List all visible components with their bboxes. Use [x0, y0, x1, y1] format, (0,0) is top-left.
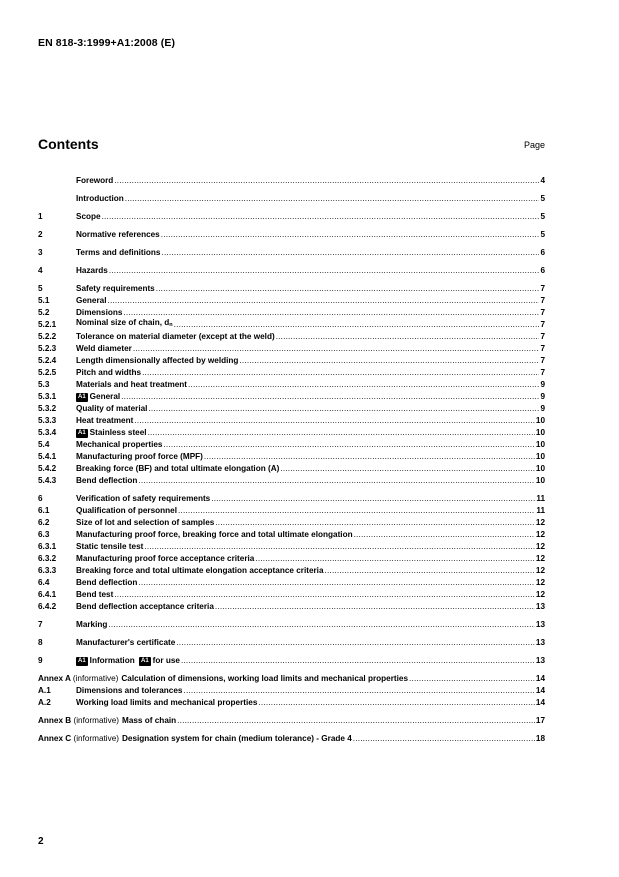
toc-title: Manufacturer's certificate — [76, 638, 176, 647]
toc-leader-dots — [183, 685, 534, 697]
toc-leader-dots — [109, 265, 540, 277]
contents-heading: Contents — [38, 136, 99, 152]
toc-leader-dots — [325, 565, 535, 577]
toc-page-number: 13 — [535, 638, 545, 647]
toc-annex-row[interactable] — [38, 673, 545, 685]
toc-title: Manufacturing proof force (MPF) — [76, 452, 203, 461]
toc-leader-dots — [108, 295, 540, 307]
toc-number: 2 — [38, 230, 43, 239]
toc-page-number: 5 — [540, 194, 545, 203]
toc-page-number: 5 — [540, 212, 545, 221]
page-column-label: Page — [523, 140, 545, 150]
toc-row[interactable] — [38, 415, 545, 427]
toc-annex-label: Annex B (informative) — [38, 716, 119, 725]
toc-row[interactable] — [38, 229, 545, 241]
amendment-marker-icon: A1 — [78, 394, 86, 400]
toc-row[interactable] — [38, 577, 545, 589]
toc-row[interactable] — [38, 439, 545, 451]
toc-number: 5.3.4 — [38, 428, 57, 437]
toc-number: 6.1 — [38, 506, 50, 515]
toc-title: Size of lot and selection of samples — [76, 518, 215, 527]
toc-page-number: 11 — [536, 506, 545, 515]
toc-leader-dots — [181, 655, 535, 667]
toc-page-number: 9 — [540, 392, 545, 401]
toc-leader-dots — [215, 601, 535, 613]
toc-title: Designation system for chain (medium tolerance) - Grade 4 — [122, 734, 352, 743]
toc-title: Materials and heat treatment — [76, 380, 188, 389]
toc-page-number: 13 — [535, 656, 545, 665]
toc-page-number: 7 — [540, 284, 545, 293]
toc-title: Calculation of dimensions, working load limits and mechanical properties — [121, 674, 409, 683]
toc-leader-dots — [161, 229, 540, 241]
toc-row[interactable] — [38, 553, 545, 565]
toc-page-number: 18 — [535, 734, 545, 743]
toc-number: 6.4 — [38, 578, 50, 587]
toc-number: 6.4.2 — [38, 602, 57, 611]
toc-row[interactable] — [38, 355, 545, 367]
toc-leader-dots — [255, 553, 535, 565]
toc-leader-dots — [142, 367, 539, 379]
table-of-contents — [38, 175, 545, 745]
toc-page-number: 10 — [535, 428, 545, 437]
toc-title: A1 Information A1 for use — [78, 656, 180, 665]
toc-row[interactable] — [38, 463, 545, 475]
toc-leader-dots — [258, 697, 535, 709]
toc-row[interactable] — [38, 541, 545, 553]
toc-leader-dots — [148, 403, 539, 415]
amendment-marker-icon: A1 — [78, 430, 86, 436]
toc-page-number: 13 — [535, 602, 545, 611]
toc-title: Safety requirements — [76, 284, 155, 293]
toc-leader-dots — [138, 475, 534, 487]
toc-annex-kind: (informative) — [73, 734, 119, 743]
toc-page-number: 9 — [540, 404, 545, 413]
toc-title: Length dimensionally affected by welding — [76, 356, 239, 365]
toc-page-number: 7 — [540, 308, 545, 317]
toc-page-number: 12 — [535, 530, 545, 539]
toc-leader-dots — [354, 529, 535, 541]
toc-leader-dots — [178, 505, 535, 517]
toc-leader-dots — [114, 175, 539, 187]
toc-number: 4 — [38, 266, 43, 275]
toc-page-number: 7 — [540, 356, 545, 365]
toc-title: Marking — [76, 620, 108, 629]
toc-page-number: 11 — [536, 494, 545, 503]
toc-row[interactable] — [38, 493, 545, 505]
toc-title: Dimensions — [76, 308, 123, 317]
toc-leader-dots — [114, 589, 535, 601]
toc-row[interactable] — [38, 403, 545, 415]
toc-leader-dots — [276, 331, 540, 343]
toc-title: Tolerance on material diameter (except at the weld) — [76, 332, 275, 341]
toc-page-number: 7 — [540, 344, 545, 353]
toc-row[interactable] — [38, 331, 545, 343]
toc-row[interactable] — [38, 283, 545, 295]
toc-page-number: 10 — [535, 416, 545, 425]
toc-annex-kind: (informative) — [72, 674, 119, 683]
toc-number: 5.3.1 — [38, 392, 57, 401]
toc-number: 5.3.2 — [38, 404, 57, 413]
toc-page-number: 12 — [535, 542, 545, 551]
toc-title: Manufacturing proof force acceptance criteria — [76, 554, 255, 563]
toc-number: 5.3 — [38, 380, 50, 389]
toc-title: Qualification of personnel — [76, 506, 177, 515]
toc-leader-dots — [239, 355, 539, 367]
toc-number: 5.1 — [38, 296, 50, 305]
toc-number: 6.2 — [38, 518, 50, 527]
toc-number: 6.3.3 — [38, 566, 57, 575]
toc-number: 1 — [38, 212, 43, 221]
toc-page-number: 12 — [535, 554, 545, 563]
toc-title: Verification of safety requirements — [76, 494, 211, 503]
toc-number: A.1 — [38, 686, 51, 695]
toc-number: 6.4.1 — [38, 590, 57, 599]
toc-page-number: 5 — [540, 230, 545, 239]
toc-number: 5.2.4 — [38, 356, 57, 365]
toc-title: Bend deflection acceptance criteria — [76, 602, 214, 611]
toc-page-number: 7 — [540, 320, 545, 329]
toc-row[interactable] — [38, 343, 545, 355]
toc-leader-dots — [133, 343, 540, 355]
toc-row[interactable] — [38, 379, 545, 391]
toc-number: 6.3 — [38, 530, 50, 539]
toc-row[interactable] — [38, 295, 545, 307]
toc-title: Terms and definitions — [76, 248, 161, 257]
toc-number: 5.4.1 — [38, 452, 57, 461]
toc-number: 6.3.1 — [38, 542, 57, 551]
toc-row[interactable] — [38, 517, 545, 529]
toc-subscript: n — [169, 322, 173, 328]
toc-title: Bend test — [76, 590, 114, 599]
toc-row[interactable] — [38, 319, 545, 331]
toc-title: Scope — [76, 212, 101, 221]
toc-number: 5.2.2 — [38, 332, 57, 341]
toc-page-number: 10 — [535, 440, 545, 449]
toc-number: A.2 — [38, 698, 51, 707]
toc-page-number: 7 — [540, 368, 545, 377]
toc-page-number: 6 — [540, 266, 545, 275]
toc-page-number: 7 — [540, 296, 545, 305]
toc-leader-dots — [174, 319, 540, 331]
toc-title: A1 Stainless steel — [78, 428, 147, 437]
toc-leader-dots — [204, 451, 535, 463]
toc-row[interactable] — [38, 505, 545, 517]
toc-page-number: 10 — [535, 464, 545, 473]
toc-leader-dots — [121, 391, 539, 403]
amendment-end-marker-icon: A1 — [140, 658, 149, 664]
toc-title: Pitch and widths — [76, 368, 142, 377]
toc-row[interactable] — [38, 247, 545, 259]
toc-title: Quality of material — [76, 404, 148, 413]
toc-page-number: 10 — [535, 452, 545, 461]
toc-row[interactable] — [38, 637, 545, 649]
toc-leader-dots — [148, 427, 535, 439]
toc-page-number: 7 — [540, 332, 545, 341]
toc-leader-dots — [156, 283, 540, 295]
toc-number: 5 — [38, 284, 43, 293]
toc-number: 5.2.5 — [38, 368, 57, 377]
toc-page-number: 14 — [535, 698, 545, 707]
toc-leader-dots — [161, 247, 539, 259]
toc-annex-row[interactable] — [38, 733, 545, 745]
toc-page-number: 4 — [540, 176, 545, 185]
toc-title: Manufacturing proof force, breaking force and total ultimate elongation — [76, 530, 353, 539]
toc-number: 5.4 — [38, 440, 50, 449]
toc-leader-dots — [215, 517, 535, 529]
toc-page-number: 17 — [535, 716, 545, 725]
toc-leader-dots — [177, 715, 535, 727]
toc-leader-dots — [211, 493, 535, 505]
toc-number: 5.2.1 — [38, 320, 57, 329]
toc-number: 6 — [38, 494, 43, 503]
toc-leader-dots — [123, 307, 539, 319]
toc-number: 8 — [38, 638, 43, 647]
toc-leader-dots — [144, 541, 535, 553]
toc-title: A1 General — [78, 392, 121, 401]
toc-title: General — [76, 296, 107, 305]
toc-title: Working load limits and mechanical properties — [76, 698, 258, 707]
toc-leader-dots — [163, 439, 534, 451]
toc-row[interactable] — [38, 427, 545, 439]
amendment-marker-icon: A1 — [78, 658, 86, 664]
toc-row[interactable] — [38, 367, 545, 379]
toc-row[interactable] — [38, 475, 545, 487]
toc-title: Dimensions and tolerances — [76, 686, 183, 695]
toc-row[interactable] — [38, 601, 545, 613]
toc-annex-row[interactable] — [38, 715, 545, 727]
toc-leader-dots — [102, 211, 540, 223]
toc-number: 5.4.2 — [38, 464, 57, 473]
toc-leader-dots — [188, 379, 539, 391]
toc-page-number: 14 — [535, 686, 545, 695]
toc-row[interactable] — [38, 175, 545, 187]
toc-title: Nominal size of chain, $d_n$ — [76, 318, 173, 328]
toc-title: Normative references — [76, 230, 160, 239]
toc-leader-dots — [176, 637, 535, 649]
toc-page-number: 12 — [535, 590, 545, 599]
toc-title: Static tensile test — [76, 542, 144, 551]
toc-leader-dots — [134, 415, 535, 427]
toc-page-number: 6 — [540, 248, 545, 257]
toc-page-number: 12 — [535, 578, 545, 587]
toc-title: Bend deflection — [76, 578, 138, 587]
toc-annex-row[interactable] — [38, 685, 545, 697]
toc-row[interactable] — [38, 565, 545, 577]
toc-annex-kind: (informative) — [73, 716, 119, 725]
toc-leader-dots — [353, 733, 535, 745]
toc-number: 5.3.3 — [38, 416, 57, 425]
toc-page-number: 10 — [535, 476, 545, 485]
toc-title: Foreword — [76, 176, 114, 185]
toc-number: 5.4.3 — [38, 476, 57, 485]
toc-title: Heat treatment — [76, 416, 134, 425]
toc-number: 5.2 — [38, 308, 50, 317]
toc-leader-dots — [138, 577, 534, 589]
toc-number: 6.3.2 — [38, 554, 57, 563]
toc-number: 7 — [38, 620, 43, 629]
toc-row[interactable] — [38, 211, 545, 223]
toc-annex-row[interactable] — [38, 697, 545, 709]
toc-row[interactable] — [38, 265, 545, 277]
toc-leader-dots — [409, 673, 535, 685]
document-header: EN 818-3:1999+A1:2008 (E) — [38, 37, 176, 49]
toc-page-number: 9 — [540, 380, 545, 389]
toc-page-number: 13 — [535, 620, 545, 629]
toc-annex-label: Annex A (informative) — [38, 674, 119, 683]
toc-annex-label: Annex C (informative) — [38, 734, 119, 743]
toc-page-number: 14 — [535, 674, 545, 683]
toc-title: Mass of chain — [122, 716, 177, 725]
toc-leader-dots — [108, 619, 534, 631]
toc-title: Bend deflection — [76, 476, 138, 485]
toc-number: 9 — [38, 656, 43, 665]
toc-row[interactable] — [38, 619, 545, 631]
toc-title: Hazards — [76, 266, 108, 275]
toc-row[interactable] — [38, 655, 545, 667]
toc-row[interactable] — [38, 529, 545, 541]
toc-row[interactable] — [38, 391, 545, 403]
toc-title: Breaking force (BF) and total ultimate elongation (A) — [76, 464, 280, 473]
toc-leader-dots — [125, 193, 540, 205]
toc-row[interactable] — [38, 193, 545, 205]
toc-title: Weld diameter — [76, 344, 132, 353]
toc-row[interactable] — [38, 589, 545, 601]
toc-page-number: 12 — [535, 518, 545, 527]
toc-title: Breaking force and total ultimate elongation acceptance criteria — [76, 566, 324, 575]
toc-leader-dots — [280, 463, 535, 475]
toc-number: 3 — [38, 248, 43, 257]
toc-page-number: 12 — [535, 566, 545, 575]
toc-number: 5.2.3 — [38, 344, 57, 353]
toc-title: Mechanical properties — [76, 440, 163, 449]
toc-title: Introduction — [76, 194, 124, 203]
toc-row[interactable] — [38, 451, 545, 463]
page-number: 2 — [38, 836, 44, 847]
